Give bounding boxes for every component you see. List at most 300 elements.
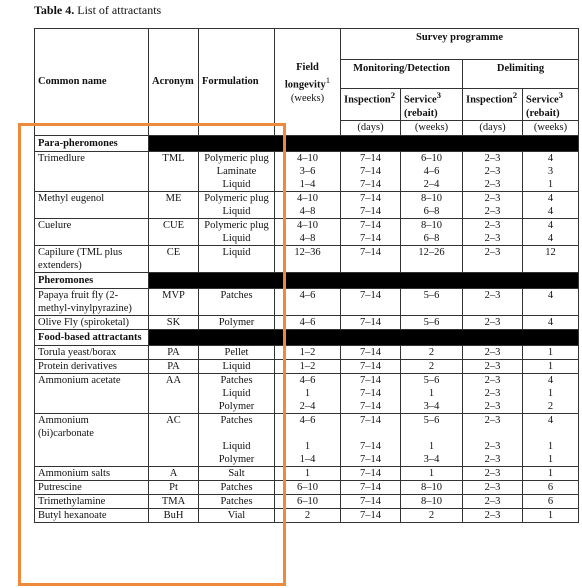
- cell-common-name: [35, 232, 149, 246]
- cell-del-inspection: [463, 191, 523, 205]
- cell-mon-service: [401, 387, 463, 400]
- cell-field-longevity: [275, 494, 341, 508]
- cell-acronym: [149, 400, 199, 414]
- table-row: [35, 508, 579, 522]
- cell-del-inspection: [463, 387, 523, 400]
- cell-del-inspection-text: 2–3: [484, 481, 501, 493]
- cell-common-name: [35, 480, 149, 494]
- cell-mon-inspection-text: 7–14: [360, 495, 381, 507]
- cell-formulation-text: Polymer: [218, 316, 255, 328]
- unit-days-2: (days): [463, 120, 523, 135]
- cell-mon-service: [401, 359, 463, 373]
- cell-field-longevity: [275, 466, 341, 480]
- cell-field-longevity-text: 1–2: [299, 360, 316, 372]
- cell-field-longevity-text: 1: [304, 387, 311, 399]
- cell-common-name-text: Papaya fruit fly (2-methyl-vinylpyrazine): [38, 289, 132, 314]
- cell-field-longevity-text: 3–6: [299, 165, 316, 177]
- cell-common-name: [35, 494, 149, 508]
- cell-del-inspection: [463, 345, 523, 359]
- table-row: [35, 494, 579, 508]
- cell-mon-inspection-text: 7–14: [360, 481, 381, 493]
- cell-mon-service-text: 5–6: [423, 316, 440, 328]
- cell-mon-inspection-text: 7–14: [360, 316, 381, 328]
- cell-mon-service: [401, 440, 463, 453]
- cell-del-inspection-text: 2–3: [484, 346, 501, 358]
- section-header-row: [35, 135, 579, 151]
- cell-mon-inspection: [341, 345, 401, 359]
- cell-common-name: [35, 191, 149, 205]
- cell-common-name: [35, 245, 149, 272]
- cell-acronym-text: PA: [167, 360, 180, 372]
- cell-field-longevity-text: 4–8: [299, 205, 316, 217]
- cell-formulation-text: Liquid: [222, 205, 251, 217]
- cell-field-longevity-text: 4–10: [297, 219, 318, 231]
- cell-formulation-text: Patches: [220, 481, 253, 493]
- cell-common-name-text: Protein derivatives: [38, 360, 118, 372]
- cell-common-name-text: Ammonium acetate: [38, 374, 121, 386]
- cell-del-service-text: 4: [547, 232, 554, 244]
- cell-del-service-text: 4: [547, 414, 554, 426]
- cell-common-name-text: Cuelure: [38, 219, 72, 231]
- cell-del-service: [523, 178, 579, 192]
- cell-acronym: [149, 205, 199, 219]
- cell-del-service: [523, 508, 579, 522]
- cell-acronym: [149, 245, 199, 272]
- cell-del-service: [523, 480, 579, 494]
- cell-del-inspection-text: 2–3: [484, 509, 501, 521]
- cell-field-longevity-text: 4–6: [299, 289, 316, 301]
- cell-del-service-text: 1: [547, 178, 554, 190]
- table-row: [35, 373, 579, 387]
- cell-del-service-text: 1: [547, 387, 554, 399]
- table-row: [35, 440, 579, 453]
- cell-mon-service-text: 3–4: [423, 453, 440, 465]
- header-field-longevity: [275, 29, 341, 136]
- cell-acronym-text: BuH: [163, 509, 184, 521]
- cell-mon-inspection: [341, 218, 401, 232]
- cell-mon-inspection: [341, 373, 401, 387]
- cell-del-inspection-text: 2–3: [484, 289, 501, 301]
- cell-del-service: [523, 232, 579, 246]
- cell-formulation-text: Patches: [220, 289, 253, 301]
- cell-acronym-text: ME: [165, 192, 182, 204]
- cell-field-longevity-text: 4–6: [299, 414, 316, 426]
- cell-mon-service: [401, 151, 463, 165]
- cell-formulation-text: Patches: [220, 414, 253, 426]
- cell-field-longevity-text: 6–10: [297, 481, 318, 493]
- cell-mon-inspection: [341, 494, 401, 508]
- cell-mon-inspection-text: 7–14: [360, 467, 381, 479]
- cell-del-service-text: 4: [547, 192, 554, 204]
- table-row: [35, 205, 579, 219]
- cell-del-inspection-text: 2–3: [484, 360, 501, 372]
- cell-common-name: [35, 373, 149, 387]
- cell-field-longevity-text: 4–10: [297, 152, 318, 164]
- cell-mon-service: [401, 288, 463, 315]
- cell-acronym-text: TML: [162, 152, 185, 164]
- cell-common-name: [35, 345, 149, 359]
- cell-formulation-text: Polymeric plug: [204, 219, 269, 231]
- cell-field-longevity-text: 2: [304, 509, 311, 521]
- cell-mon-inspection: [341, 245, 401, 272]
- cell-field-longevity: [275, 315, 341, 329]
- table-row: [35, 178, 579, 192]
- cell-del-service: [523, 466, 579, 480]
- section-bar: [149, 272, 579, 288]
- cell-mon-inspection: [341, 359, 401, 373]
- cell-del-inspection: [463, 440, 523, 453]
- unit-weeks-2: (weeks): [523, 120, 579, 135]
- cell-mon-service: [401, 245, 463, 272]
- cell-acronym: [149, 151, 199, 165]
- cell-del-inspection-text: 2–3: [484, 400, 501, 412]
- cell-acronym-text: Pt: [169, 481, 178, 493]
- cell-formulation: [199, 345, 275, 359]
- cell-del-inspection-text: 2–3: [484, 178, 501, 190]
- cell-common-name-text: Ammonium (bi)carbonate: [38, 414, 94, 439]
- cell-del-service: [523, 494, 579, 508]
- cell-mon-inspection-text: 7–14: [360, 414, 381, 426]
- cell-field-longevity-text: 4–6: [299, 316, 316, 328]
- cell-mon-inspection: [341, 315, 401, 329]
- cell-acronym-text: A: [169, 467, 178, 479]
- cell-formulation: [199, 373, 275, 387]
- cell-mon-service-text: 12–26: [418, 246, 445, 258]
- cell-del-inspection: [463, 218, 523, 232]
- cell-acronym: [149, 359, 199, 373]
- cell-common-name: [35, 315, 149, 329]
- header-delimiting: Delimiting: [463, 60, 579, 89]
- cell-common-name-text: Torula yeast/borax: [38, 346, 117, 358]
- cell-formulation-text: Patches: [220, 495, 253, 507]
- field-longevity-label: Field longevity: [284, 62, 326, 91]
- cell-del-service-text: 6: [547, 481, 554, 493]
- table-row: [35, 387, 579, 400]
- cell-acronym: [149, 165, 199, 178]
- cell-del-service-text: 1: [547, 509, 554, 521]
- cell-mon-service: [401, 205, 463, 219]
- cell-del-service-text: 4: [547, 316, 554, 328]
- cell-del-service: [523, 218, 579, 232]
- cell-del-service: [523, 400, 579, 414]
- cell-mon-inspection-text: 7–14: [360, 387, 381, 399]
- cell-mon-service-text: 3–4: [423, 400, 440, 412]
- cell-mon-service-text: 5–6: [423, 414, 440, 426]
- cell-del-inspection-text: 2–3: [484, 192, 501, 204]
- cell-field-longevity: [275, 359, 341, 373]
- cell-mon-service-text: 4–6: [423, 165, 440, 177]
- cell-del-service-text: 4: [547, 152, 554, 164]
- cell-common-name: [35, 205, 149, 219]
- cell-mon-inspection-text: 7–14: [360, 178, 381, 190]
- cell-del-inspection-text: 2–3: [484, 414, 501, 426]
- cell-common-name: [35, 508, 149, 522]
- cell-acronym-text: PA: [167, 346, 180, 358]
- cell-field-longevity: [275, 440, 341, 453]
- cell-field-longevity-text: 1: [304, 440, 311, 452]
- header-del-inspection: Inspection$^2$: [463, 89, 523, 121]
- cell-common-name: [35, 288, 149, 315]
- cell-field-longevity-text: 4–10: [297, 192, 318, 204]
- cell-common-name: [35, 178, 149, 192]
- cell-formulation-text: Vial: [227, 509, 246, 521]
- cell-del-service: [523, 453, 579, 467]
- cell-formulation: [199, 494, 275, 508]
- cell-del-inspection: [463, 205, 523, 219]
- cell-del-service: [523, 191, 579, 205]
- cell-formulation-text: Liquid: [222, 246, 251, 258]
- cell-mon-service: [401, 373, 463, 387]
- cell-del-inspection-text: 2–3: [484, 453, 501, 465]
- cell-field-longevity-text: 4–6: [299, 374, 316, 386]
- cell-mon-inspection-text: 7–14: [360, 509, 381, 521]
- cell-formulation: [199, 453, 275, 467]
- header-row-1: [35, 29, 579, 60]
- cell-del-inspection: [463, 400, 523, 414]
- cell-formulation-text: Liquid: [222, 232, 251, 244]
- header-mon-inspection: Inspection$^2$: [341, 89, 401, 121]
- cell-field-longevity: [275, 218, 341, 232]
- cell-del-inspection-text: 2–3: [484, 374, 501, 386]
- cell-del-service: [523, 315, 579, 329]
- cell-del-inspection: [463, 413, 523, 440]
- cell-common-name-text: Trimedlure: [38, 152, 85, 164]
- cell-del-inspection: [463, 165, 523, 178]
- cell-del-service: [523, 373, 579, 387]
- cell-acronym: [149, 288, 199, 315]
- cell-formulation-text: Polymer: [218, 453, 255, 465]
- cell-del-inspection-text: 2–3: [484, 246, 501, 258]
- cell-field-longevity-text: 4–8: [299, 232, 316, 244]
- section-title: Para-pheromones: [35, 135, 149, 151]
- table-row: [35, 288, 579, 315]
- cell-acronym: [149, 466, 199, 480]
- cell-formulation: [199, 288, 275, 315]
- cell-mon-inspection: [341, 453, 401, 467]
- cell-formulation: [199, 151, 275, 165]
- cell-del-service: [523, 151, 579, 165]
- cell-mon-service: [401, 165, 463, 178]
- cell-field-longevity-text: 1–4: [299, 178, 316, 190]
- cell-del-service: [523, 359, 579, 373]
- cell-del-inspection: [463, 494, 523, 508]
- cell-formulation: [199, 165, 275, 178]
- cell-mon-service-text: 6–10: [421, 152, 442, 164]
- cell-acronym-text: AC: [166, 414, 181, 426]
- section-header-row: [35, 272, 579, 288]
- cell-mon-inspection: [341, 466, 401, 480]
- table-row: [35, 453, 579, 467]
- cell-formulation: [199, 508, 275, 522]
- cell-mon-inspection-text: 7–14: [360, 360, 381, 372]
- cell-del-service-text: 3: [547, 165, 554, 177]
- cell-common-name-text: Trimethylamine: [38, 495, 106, 507]
- cell-acronym-text: CUE: [163, 219, 184, 231]
- cell-del-inspection-text: 2–3: [484, 316, 501, 328]
- cell-acronym: [149, 218, 199, 232]
- cell-del-inspection: [463, 359, 523, 373]
- table-row: [35, 345, 579, 359]
- cell-formulation-text: Polymeric plug: [204, 152, 269, 164]
- cell-del-inspection-text: 2–3: [484, 467, 501, 479]
- cell-mon-service: [401, 232, 463, 246]
- section-bar: [149, 329, 579, 345]
- cell-del-service: [523, 288, 579, 315]
- cell-field-longevity-text: 1–2: [299, 346, 316, 358]
- table-row: [35, 359, 579, 373]
- cell-del-inspection: [463, 245, 523, 272]
- cell-del-service-text: 1: [547, 346, 554, 358]
- cell-mon-service: [401, 413, 463, 440]
- cell-del-service-text: 4: [547, 289, 554, 301]
- cell-common-name: [35, 413, 149, 440]
- table-row: [35, 400, 579, 414]
- cell-mon-service-text: 8–10: [421, 495, 442, 507]
- cell-mon-service: [401, 508, 463, 522]
- cell-mon-inspection: [341, 178, 401, 192]
- table-row: [35, 315, 579, 329]
- cell-mon-inspection-text: 7–14: [360, 219, 381, 231]
- header-mon-service: Service$^3$ (rebait): [401, 89, 463, 121]
- table-row: [35, 218, 579, 232]
- cell-mon-inspection-text: 7–14: [360, 440, 381, 452]
- cell-del-inspection: [463, 480, 523, 494]
- cell-mon-service-text: 1: [428, 387, 435, 399]
- header-acronym: Acronym: [149, 29, 199, 136]
- cell-del-inspection: [463, 232, 523, 246]
- cell-formulation: [199, 232, 275, 246]
- cell-acronym: [149, 345, 199, 359]
- attractants-table: [34, 28, 579, 523]
- header-formulation: Formulation: [199, 29, 275, 136]
- cell-del-service: [523, 345, 579, 359]
- cell-mon-inspection-text: 7–14: [360, 346, 381, 358]
- cell-del-service: [523, 387, 579, 400]
- table-row: [35, 232, 579, 246]
- cell-del-service-text: 6: [547, 495, 554, 507]
- cell-mon-service: [401, 466, 463, 480]
- cell-mon-service-text: 2: [428, 360, 435, 372]
- cell-mon-service-text: 8–10: [421, 219, 442, 231]
- section-title: Pheromones: [35, 272, 149, 288]
- cell-mon-service-text: 2: [428, 346, 435, 358]
- cell-mon-inspection-text: 7–14: [360, 400, 381, 412]
- cell-common-name: [35, 218, 149, 232]
- cell-del-service-text: 2: [547, 400, 554, 412]
- cell-formulation-text: Liquid: [222, 440, 251, 452]
- cell-field-longevity: [275, 373, 341, 387]
- cell-mon-inspection-text: 7–14: [360, 192, 381, 204]
- cell-mon-service: [401, 453, 463, 467]
- table-number: Table 4.: [34, 3, 75, 17]
- cell-del-inspection-text: 2–3: [484, 232, 501, 244]
- cell-acronym: [149, 440, 199, 453]
- cell-formulation-text: Liquid: [222, 387, 251, 399]
- cell-del-inspection: [463, 453, 523, 467]
- cell-del-service-text: 4: [547, 205, 554, 217]
- cell-field-longevity-text: 1: [304, 467, 311, 479]
- cell-mon-service-text: 8–10: [421, 481, 442, 493]
- cell-del-inspection-text: 2–3: [484, 165, 501, 177]
- cell-formulation-text: Polymer: [218, 400, 255, 412]
- header-common-name: Common name: [35, 29, 149, 136]
- cell-field-longevity: [275, 387, 341, 400]
- cell-del-inspection: [463, 315, 523, 329]
- cell-acronym-text: TMA: [161, 495, 186, 507]
- cell-formulation-text: Liquid: [222, 360, 251, 372]
- cell-mon-service-text: 1: [428, 467, 435, 479]
- cell-mon-service: [401, 345, 463, 359]
- cell-formulation-text: Patches: [220, 374, 253, 386]
- cell-del-service-text: 12: [545, 246, 556, 258]
- cell-mon-inspection-text: 7–14: [360, 205, 381, 217]
- cell-formulation: [199, 413, 275, 440]
- cell-mon-inspection-text: 7–14: [360, 289, 381, 301]
- cell-formulation-text: Pellet: [224, 346, 249, 358]
- cell-del-inspection: [463, 288, 523, 315]
- cell-mon-inspection-text: 7–14: [360, 246, 381, 258]
- cell-acronym: [149, 232, 199, 246]
- cell-formulation: [199, 400, 275, 414]
- cell-field-longevity: [275, 165, 341, 178]
- cell-acronym: [149, 413, 199, 440]
- cell-field-longevity: [275, 413, 341, 440]
- table-row: [35, 245, 579, 272]
- cell-acronym: [149, 508, 199, 522]
- field-longevity-unit: (weeks): [290, 92, 325, 104]
- header-survey-programme: Survey programme: [341, 29, 579, 60]
- cell-acronym-text: AA: [165, 374, 182, 386]
- cell-acronym-text: SK: [166, 316, 181, 328]
- cell-common-name: [35, 359, 149, 373]
- cell-acronym: [149, 480, 199, 494]
- cell-field-longevity-text: 1–4: [299, 453, 316, 465]
- cell-field-longevity-text: 2–4: [299, 400, 316, 412]
- cell-common-name: [35, 466, 149, 480]
- cell-mon-service-text: 8–10: [421, 192, 442, 204]
- cell-del-inspection: [463, 466, 523, 480]
- cell-formulation-text: Salt: [228, 467, 245, 479]
- cell-field-longevity: [275, 345, 341, 359]
- cell-common-name: [35, 400, 149, 414]
- cell-mon-service: [401, 191, 463, 205]
- table-row: [35, 480, 579, 494]
- cell-field-longevity: [275, 453, 341, 467]
- cell-formulation: [199, 466, 275, 480]
- table-title: [34, 3, 161, 18]
- footnote-1: 1: [325, 75, 331, 85]
- cell-del-inspection-text: 2–3: [484, 219, 501, 231]
- cell-del-inspection-text: 2–3: [484, 440, 501, 452]
- cell-formulation: [199, 315, 275, 329]
- cell-mon-inspection: [341, 151, 401, 165]
- cell-mon-inspection: [341, 413, 401, 440]
- header-monitoring: Monitoring/Detection: [341, 60, 463, 89]
- table-row: [35, 151, 579, 165]
- section-title: Food-based attractants: [35, 329, 149, 345]
- section-bar: [149, 135, 579, 151]
- cell-del-service-text: 4: [547, 219, 554, 231]
- cell-common-name: [35, 440, 149, 453]
- cell-mon-inspection-text: 7–14: [360, 165, 381, 177]
- cell-mon-service: [401, 218, 463, 232]
- cell-acronym: [149, 178, 199, 192]
- table-row: [35, 191, 579, 205]
- cell-del-service-text: 1: [547, 467, 554, 479]
- cell-mon-service-text: 2–4: [423, 178, 440, 190]
- table-row: [35, 466, 579, 480]
- cell-mon-service-text: 5–6: [423, 289, 440, 301]
